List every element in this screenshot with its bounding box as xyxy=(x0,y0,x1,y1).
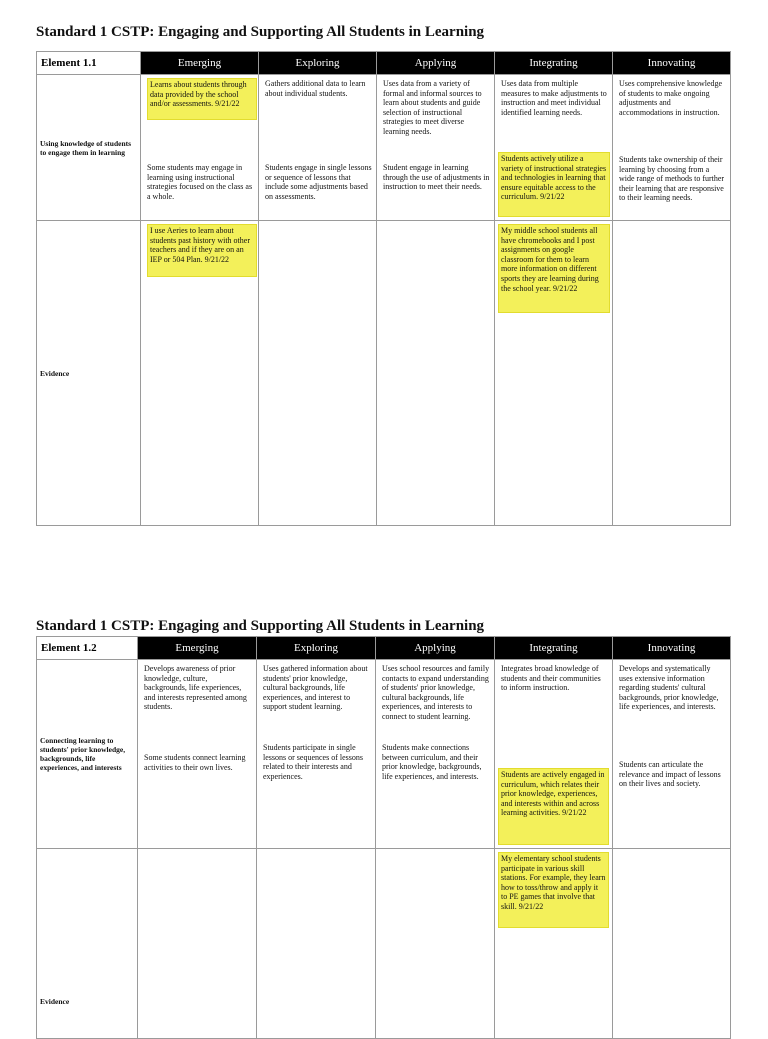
evidence-innovating xyxy=(613,849,731,1039)
evidence-integrating xyxy=(495,849,613,1039)
header-integrating: Integrating xyxy=(495,637,613,660)
highlight-note: I use Aeries to learn about students past history with other teachers and if they are on an IEP or 504 Plan. 9/21/22 xyxy=(147,224,257,277)
highlight-note: Students are actively engaged in curriculum, which relates their prior knowledge, experiences, and interests within and across learning activities. 9/21/22 xyxy=(498,768,609,845)
cell-innovating: Develops and systematically uses extensive information regarding students' cultural backgrounds, prior knowledge, life experiences, and interests. Students can articulate the relevance and impact of lessons on their lives and society. xyxy=(613,660,731,849)
header-emerging: Emerging xyxy=(138,637,257,660)
header-applying: Applying xyxy=(376,637,495,660)
evidence-emerging xyxy=(138,849,257,1039)
section-1-title: Standard 1 CSTP: Engaging and Supporting All Students in Learning xyxy=(36,24,485,40)
header-emerging: Emerging xyxy=(141,52,259,75)
cell-exploring: Gathers additional data to learn about individual students. Students engage in single lessons or sequence of lessons that include some adjustments based on assessments. xyxy=(259,75,377,221)
cell-applying: Uses data from a variety of formal and informal sources to learn about students and guide selection of instructional strategies to meet diverse learning needs. Student engage in learning through the use of adjustments in instruction to meet their needs. xyxy=(377,75,495,221)
cell-integrating: Uses data from multiple measures to make adjustments to instruction and meet individual identified learning needs. Students actively utilize a variety of instructional strategies and technologies in learning that ensure equitable access to the curriculum. 9/21/22 xyxy=(495,75,613,221)
highlight-note: Learns about students through data provided by the school and/or assessments. 9/21/22 xyxy=(147,78,257,120)
cell-emerging: Develops awareness of prior knowledge, culture, backgrounds, life experiences, and interests represented among students. Some students connect learning activities to their own lives. xyxy=(138,660,257,849)
row-label: Using knowledge of students to engage them in learning xyxy=(37,75,141,221)
cell-emerging: Learns about students through data provided by the school and/or assessments. 9/21/22 Some students may engage in learning using instructional strategies focused on the class as a whole. xyxy=(141,75,259,221)
header-exploring: Exploring xyxy=(259,52,377,75)
cell-innovating: Uses comprehensive knowledge of students to make ongoing adjustments and accommodations in instruction. Students take ownership of their learning by choosing from a wide range of methods to further their learning that are responsive to their learning needs. xyxy=(613,75,731,221)
cell-applying: Uses school resources and family contacts to expand understanding of students' prior knowledge, cultural backgrounds, life experiences, and interests to connect to student learning. Students make connections between curriculum, and their prior knowledge, backgrounds, life experiences, and interests. xyxy=(376,660,495,849)
evidence-applying xyxy=(377,221,495,526)
section-2-title: Standard 1 CSTP: Engaging and Supporting All Students in Learning xyxy=(36,618,485,634)
header-innovating: Innovating xyxy=(613,52,731,75)
section-1-table xyxy=(36,51,731,526)
cell-integrating: Integrates broad knowledge of students and their communities to inform instruction. Students are actively engaged in curriculum, which relates their prior knowledge, experiences, and interests within and across learning activities. 9/21/22 xyxy=(495,660,613,849)
header-applying: Applying xyxy=(377,52,495,75)
evidence-integrating xyxy=(495,221,613,526)
header-exploring: Exploring xyxy=(257,637,376,660)
evidence-label: Evidence xyxy=(37,221,141,526)
element-label: Element 1.2 xyxy=(37,637,138,660)
evidence-exploring xyxy=(257,849,376,1039)
element-label: Element 1.1 xyxy=(37,52,141,75)
highlight-note: My elementary school students participate in various skill stations. For example, they learn how to toss/throw and apply it to PE games that involve that skill. 9/21/22 xyxy=(498,852,609,928)
highlight-note: My middle school students all have chromebooks and I post assignments on google classroom for them to learn more information on different sports they are learning during the school year. 9/21/22 xyxy=(498,224,610,313)
evidence-label: Evidence xyxy=(37,849,138,1039)
section-2-table xyxy=(36,636,731,1039)
header-integrating: Integrating xyxy=(495,52,613,75)
evidence-innovating xyxy=(613,221,731,526)
evidence-applying xyxy=(376,849,495,1039)
cell-exploring: Uses gathered information about students' prior knowledge, cultural backgrounds, life experiences, and interest to support student learning. Students participate in single lessons or sequences of lessons related to their interests and experiences. xyxy=(257,660,376,849)
header-innovating: Innovating xyxy=(613,637,731,660)
highlight-note: Students actively utilize a variety of instructional strategies and technologies in learning that ensure equitable access to the curriculum. 9/21/22 xyxy=(498,152,610,217)
evidence-emerging xyxy=(141,221,259,526)
evidence-exploring xyxy=(259,221,377,526)
row-label: Connecting learning to students' prior knowledge, backgrounds, life experiences, and interests xyxy=(37,660,138,849)
